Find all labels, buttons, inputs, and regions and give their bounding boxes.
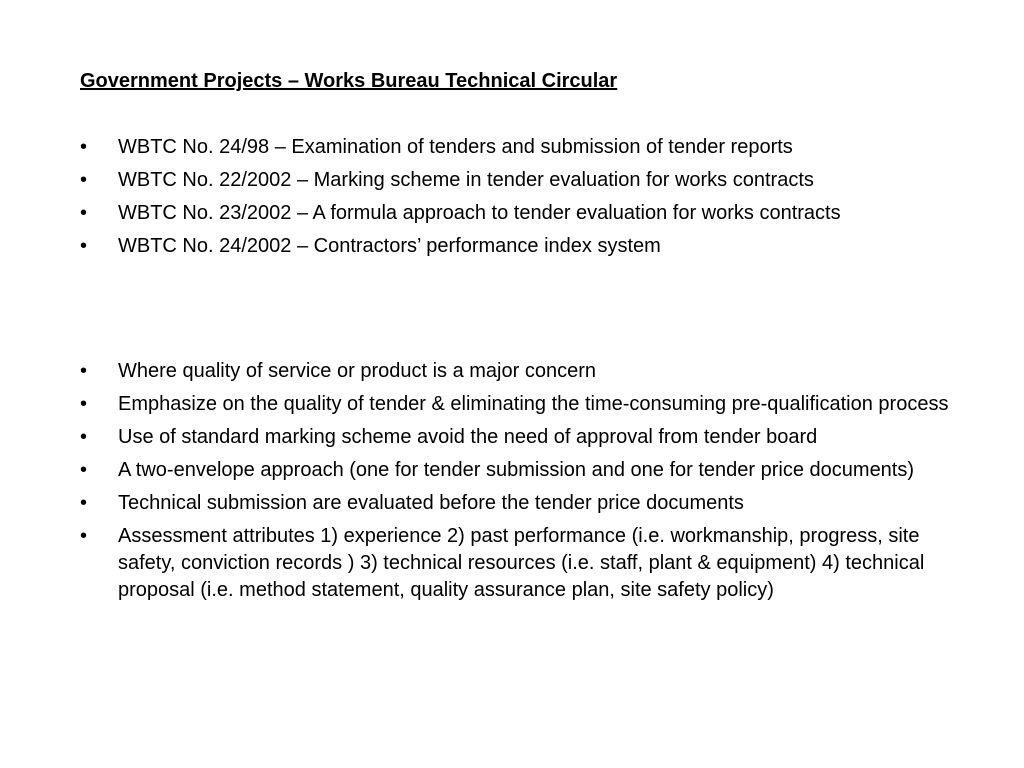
- bullet-icon: •: [80, 169, 88, 191]
- bullet-icon: •: [80, 235, 88, 257]
- list-item-text: WBTC No. 24/2002 – Contractors’ performance index system: [118, 235, 661, 257]
- list-item-text: WBTC No. 24/98 – Examination of tenders and submission of tender reports: [118, 136, 793, 158]
- list-item: [80, 233, 950, 260]
- bullet-icon: •: [80, 459, 88, 481]
- list-item: [80, 490, 950, 517]
- list-item: [80, 391, 950, 418]
- list-item-text: WBTC No. 23/2002 – A formula approach to tender evaluation for works contracts: [118, 202, 841, 224]
- list-item: [80, 457, 950, 484]
- list-item: [80, 200, 950, 227]
- list-item: [80, 134, 950, 161]
- list-item-text: WBTC No. 22/2002 – Marking scheme in tender evaluation for works contracts: [118, 169, 814, 191]
- list-item-text: Technical submission are evaluated before the tender price documents: [118, 492, 744, 514]
- bullet-icon: •: [80, 136, 88, 158]
- list-item: [80, 523, 950, 604]
- list-item: [80, 167, 950, 194]
- list-item: [80, 424, 950, 451]
- list-item: [80, 358, 950, 385]
- bullet-icon: •: [80, 202, 88, 224]
- list-item-text: Use of standard marking scheme avoid the need of approval from tender board: [118, 426, 818, 448]
- list-item-text: A two-envelope approach (one for tender submission and one for tender price documents): [118, 459, 915, 481]
- bullet-icon: •: [80, 525, 88, 547]
- points-list: [80, 358, 950, 610]
- bullet-icon: •: [80, 426, 88, 448]
- list-item-text: Assessment attributes 1) experience 2) past performance (i.e. workmanship, progress, site safety, conviction records ) 3) technical resources (i.e. staff, plant & equipment) 4) technical proposal (i.e. method statement, quality assurance plan, site safety policy): [118, 525, 925, 601]
- circular-list: [80, 134, 950, 266]
- list-item-text: Where quality of service or product is a major concern: [118, 360, 596, 382]
- bullet-icon: •: [80, 360, 88, 382]
- bullet-icon: •: [80, 492, 88, 514]
- list-item-text: Emphasize on the quality of tender & eliminating the time-consuming pre-qualification process: [118, 393, 949, 415]
- bullet-icon: •: [80, 393, 88, 415]
- slide-title: Government Projects – Works Bureau Technical Circular: [80, 70, 618, 92]
